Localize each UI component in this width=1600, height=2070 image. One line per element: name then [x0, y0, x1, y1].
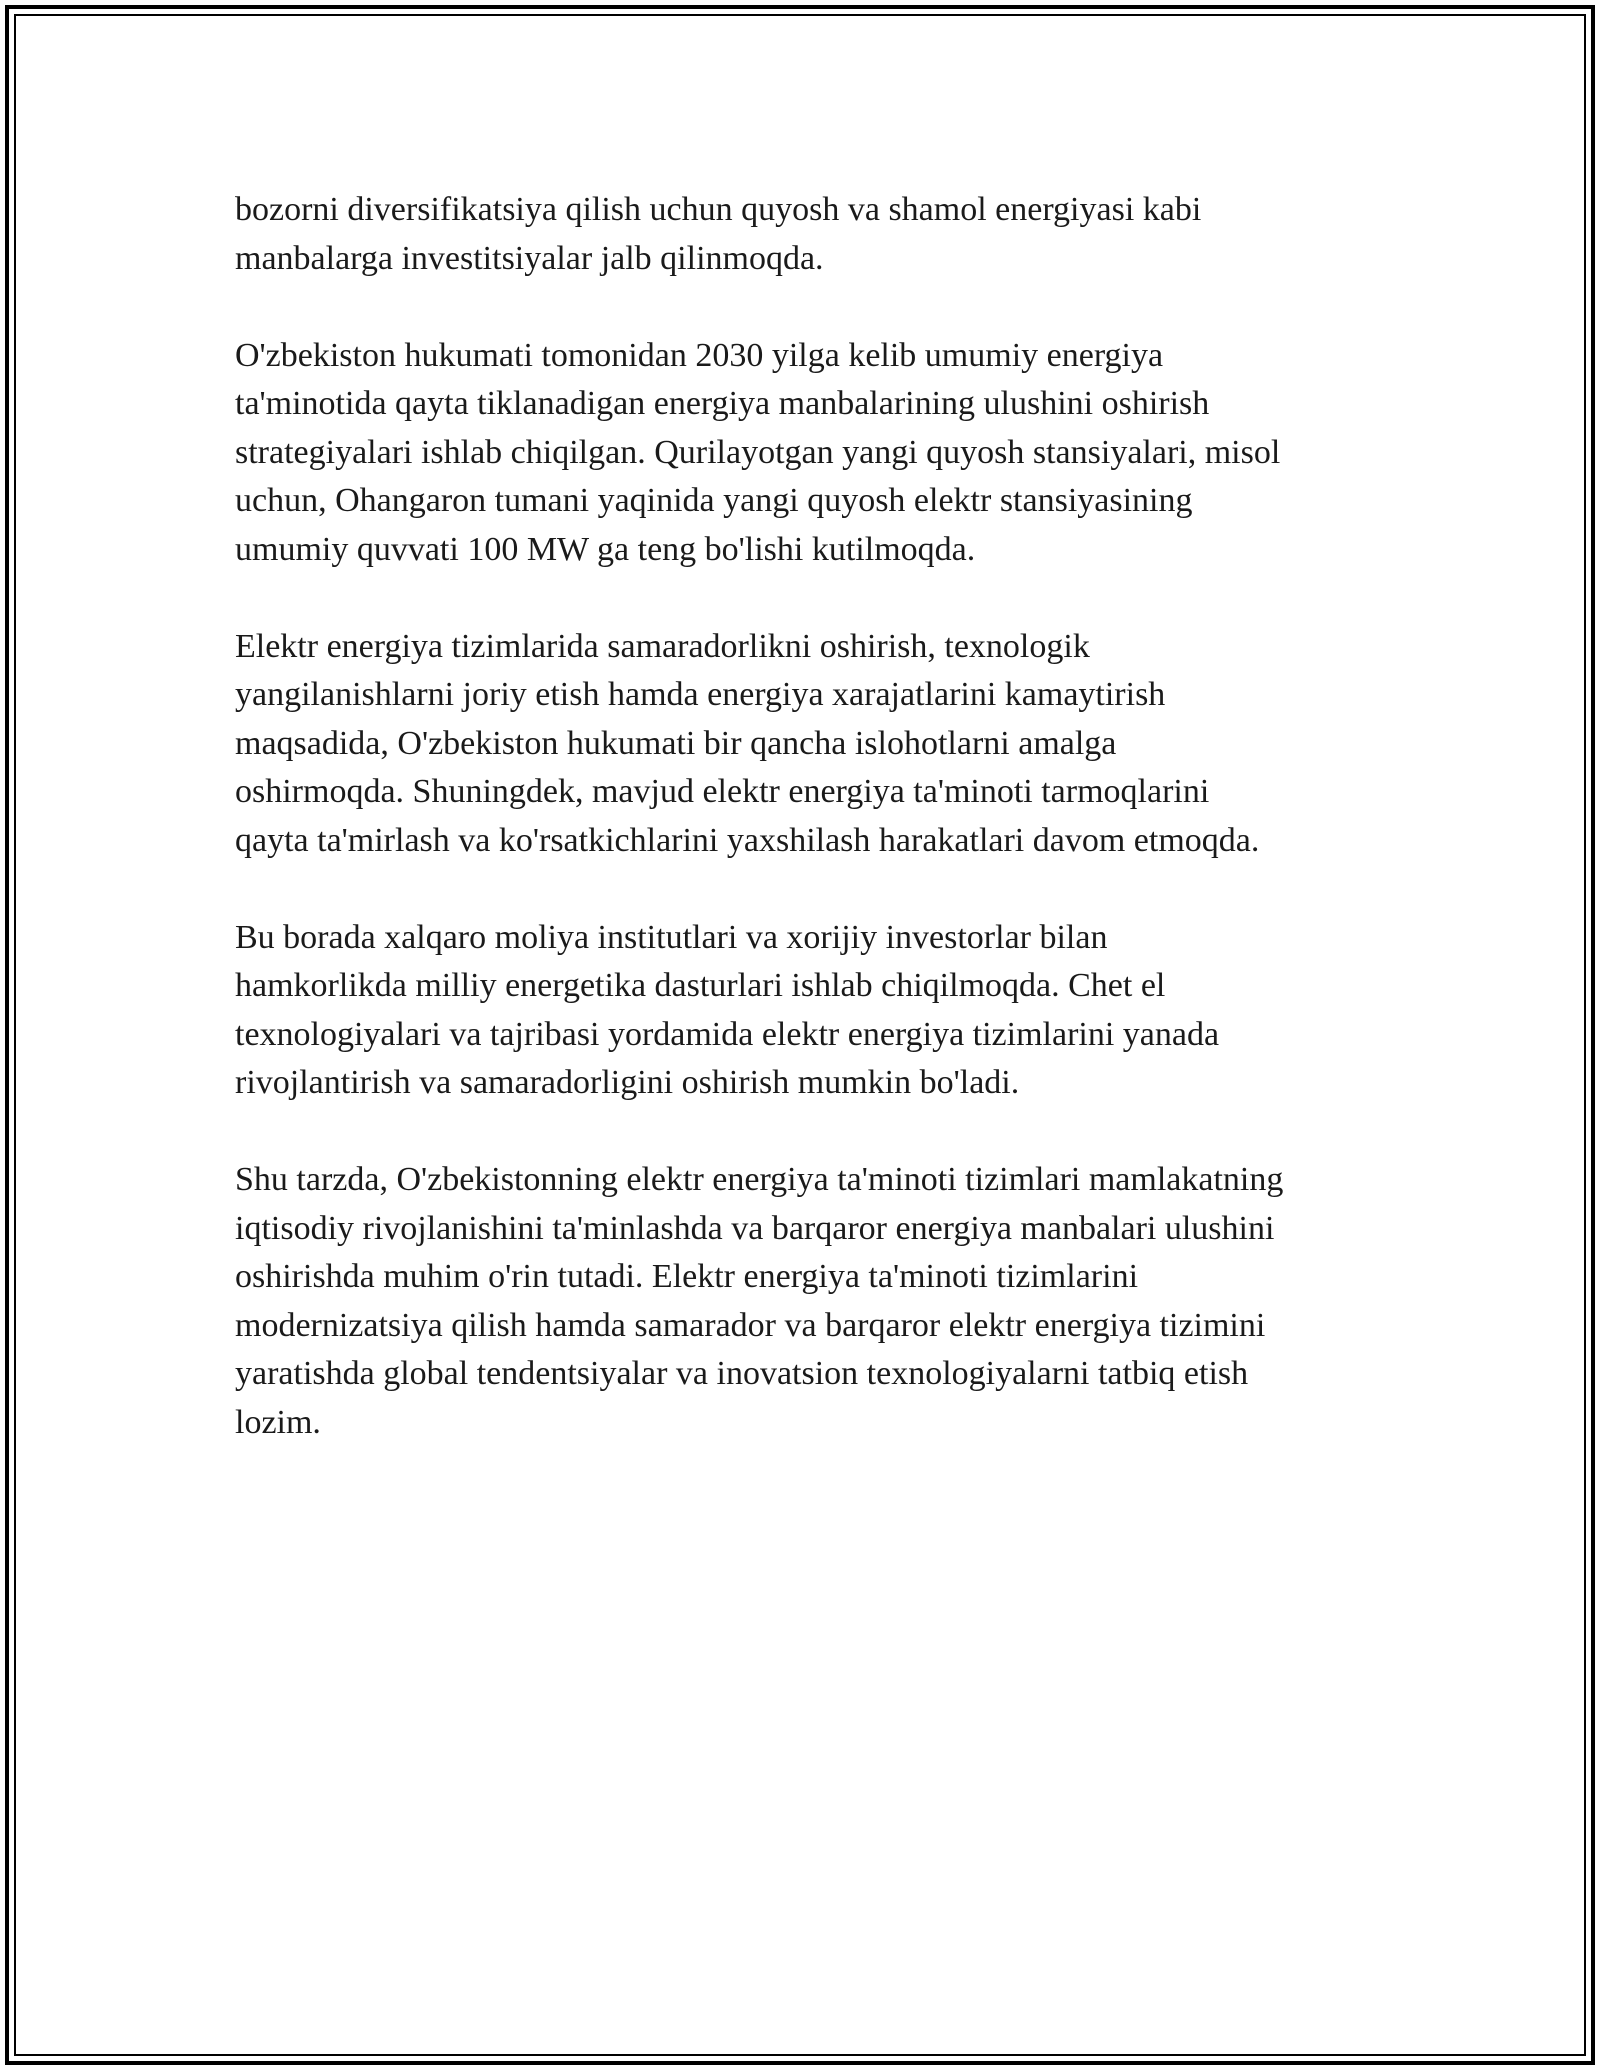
text-line: O'zbekiston hukumati tomonidan 2030 yilga kelib umumiy energiya [235, 336, 1164, 374]
text-line: maqsadida, O'zbekiston hukumati bir qancha islohotlarni amalga [235, 724, 1117, 762]
text-line: bozorni diversifikatsiya qilish uchun quyosh va shamol energiyasi kabi [235, 191, 1202, 228]
paragraph-2 [235, 332, 1375, 575]
paragraph-1 [235, 186, 1375, 283]
text-line: uchun, Ohangaron tumani yaqinida yangi quyosh elektr stansiyasining [235, 482, 1193, 519]
text-line: oshirishda muhim o'rin tutadi. Elektr energiya ta'minoti tizimlarini [235, 1258, 1139, 1295]
text-line: ta'minotida qayta tiklanadigan energiya manbalarining ulushini oshirish [235, 385, 1210, 422]
text-line: qayta ta'mirlash va ko'rsatkichlarini yaxshilash harakatlari davom etmoqda. [235, 821, 1260, 859]
text-line: iqtisodiy rivojlanishini ta'minlashda va barqaror energiya manbalari ulushini [235, 1209, 1275, 1247]
text-line: rivojlantirish va samaradorligini oshirish mumkin bo'ladi. [235, 1064, 1020, 1101]
paragraph-5 [235, 1156, 1375, 1447]
paragraph-4 [235, 914, 1375, 1108]
text-line: umumiy quvvati 100 MW ga teng bo'lishi kutilmoqda. [235, 530, 976, 568]
text-line: modernizatsiya qilish hamda samarador va barqaror elektr energiya tizimini [235, 1306, 1266, 1344]
text-line: lozim. [235, 1403, 321, 1441]
text-line: oshirmoqda. Shuningdek, mavjud elektr energiya ta'minoti tarmoqlarini [235, 773, 1210, 810]
text-line: hamkorlikda milliy energetika dasturlari ishlab chiqilmoqda. Chet el [235, 967, 1166, 1004]
text-line: Shu tarzda, O'zbekistonning elektr energiya ta'minoti tizimlari mamlakatning [235, 1161, 1284, 1198]
text-line: texnologiyalari va tajribasi yordamida elektr energiya tizimlarini yanada [235, 1015, 1220, 1053]
paragraph-3 [235, 623, 1375, 866]
text-line: yangilanishlarni joriy etish hamda energiya xarajatlarini kamaytirish [235, 676, 1166, 713]
text-line: strategiyalari ishlab chiqilgan. Qurilayotgan yangi quyosh stansiyalari, misol [235, 433, 1281, 471]
text-line: Elektr energiya tizimlarida samaradorlikni oshirish, texnologik [235, 627, 1090, 665]
text-line: Bu borada xalqaro moliya institutlari va xorijiy investorlar bilan [235, 918, 1108, 956]
document-body [235, 186, 1375, 1496]
text-line: manbalarga investitsiyalar jalb qilinmoqda. [235, 239, 824, 277]
text-line: yaratishda global tendentsiyalar va inovatsion texnologiyalarni tatbiq etish [235, 1355, 1249, 1392]
